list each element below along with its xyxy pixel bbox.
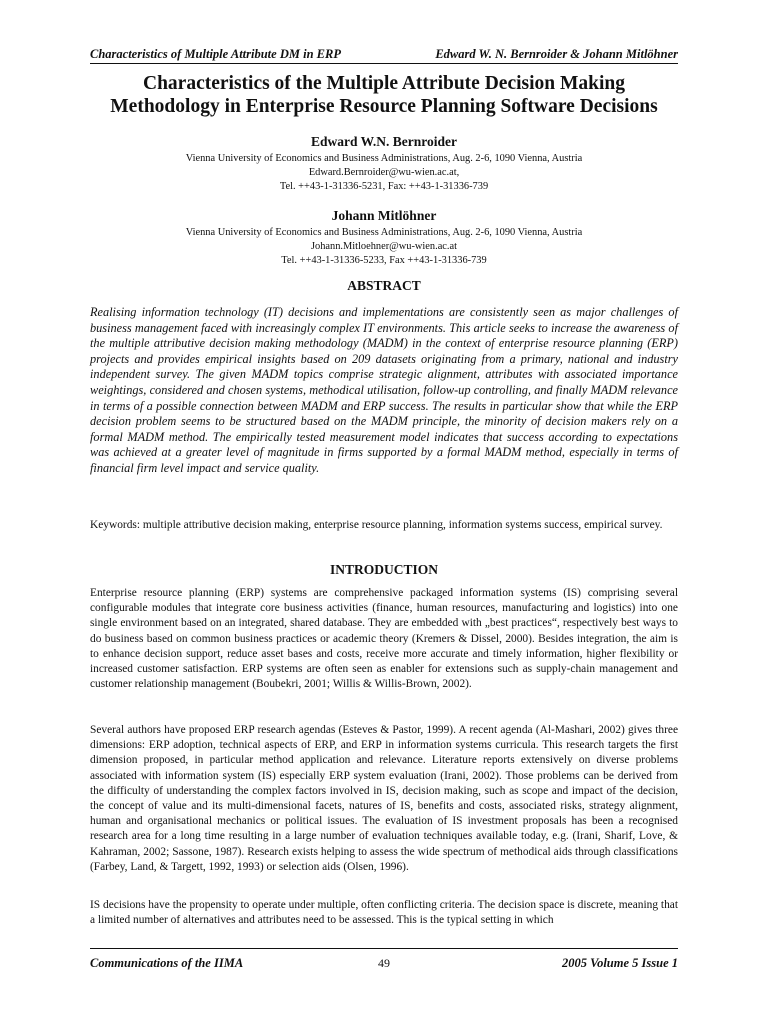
paper-title <box>90 72 678 118</box>
running-footer <box>90 956 678 974</box>
footer-journal: Communications of the IIMA <box>90 956 244 970</box>
author-email: Johann.Mitloehner@wu-wien.ac.at <box>310 241 458 252</box>
author-email: Edward.Bernroider@wu-wien.ac.at, <box>308 167 460 178</box>
header-authors: Edward W. N. Bernroider & Johann Mitlöhner <box>435 47 678 61</box>
abstract-heading: ABSTRACT <box>347 278 421 293</box>
footer-rule <box>90 948 678 949</box>
abstract-text: Realising information technology (IT) decisions and implementations are consistently seen as major challenges of business management faced with increasingly complex IT environments. This article seeks to increase the awareness of the multiple attributive decision making methodology (MADM) in the context of enterprise resource planning (ERP) projects and provides empirical insights based on 209 datasets originating from a primary, national and industry independent survey. The given MADM topics comprise strategic alignment, attributes with associated importance weightings, considered and chosen systems, methodical utilisation, follow-up controlling, and finally MADM relevance in terms of a possible connection between MADM and ERP success. The results in particular show that while the ERP decision problem seems to be structured based on the MADM principle, the minority of decision makers rely on a formal MADM method. The empirically tested measurement model indicates that success according to expectations was achieved at a greater level of magnitude in firms supported by a formal MADM method, especially in terms of financial firm level impact and service quality. <box>90 305 678 475</box>
author-affiliation: Vienna University of Economics and Business Administrations, Aug. 2-6, 1090 Vienna, Austria <box>185 153 583 164</box>
running-header <box>90 44 678 62</box>
author-block-2 <box>90 207 678 268</box>
intro-paragraph-2: Several authors have proposed ERP research agendas (Esteves & Pastor, 1999). A recent agenda (Al-Mashari, 2002) gives three dimensions: ERP adoption, technical aspects of ERP, and ERP in information systems curricula. This research targets the first dimension proposed, in particular method application and relevance. Literature reports extensively on diverse problems associated with information system (IS) especially ERP system evaluation (Irani, 2002). Those problems can be derived from the difficulty of understanding the complex factors involved in IS, decision making, such as scope and impact of the decision, the concept of value and its multi-dimensional facets, natures of IS, benefits and costs, associated risks, strategy alignment, human and organisational mechanics or political issues. The evaluation of IS investment proposals has been a recognised research area for a long time resulting in a large number of evaluation techniques available today, e.g. (Irani, Sharif, Love, & Kahraman, 2002; Sassone, 1987). Research exists helping to assess the wide spectrum of methodical aids through classifications (Farbey, Land, & Targett, 1992, 1993) or selection aids (Olsen, 1996). <box>90 724 678 873</box>
page-number: 49 <box>378 956 390 970</box>
header-short-title: Characteristics of Multiple Attribute DM in ERP <box>90 47 341 61</box>
intro-paragraph-1: Enterprise resource planning (ERP) systems are comprehensive packaged information systems (IS) comprising several configurable modules that integrate core business activities (finance, human resources, manufacturing and logistics) into one single environment based on an integrated, shared database. They are embedded with „best practices“, respectively best ways to do business based on common business practices or academic theory (Kremers & Dissel, 2000). Besides integration, the aim is to enhance decision support, reduce asset bases and costs, receive more accurate and timely information, higher flexibility or increased customer satisfaction. ERP systems are often seen as enabler for extensions such as supply-chain management and customer relationship management (Boubekri, 2001; Willis & Willis-Brown, 2002). <box>90 587 678 691</box>
intro-paragraph-3: IS decisions have the propensity to operate under multiple, often conflicting criteria. The decision space is discrete, meaning that a limited number of alternatives and attributes need to be assessed. This is the typical setting in which <box>90 899 678 927</box>
author-block-1 <box>90 133 678 194</box>
introduction-heading: INTRODUCTION <box>329 562 438 577</box>
author-contact: Tel. ++43-1-31336-5231, Fax: ++43-1-31336-739 <box>279 181 489 192</box>
title-line-1: Characteristics of the Multiple Attribute Decision Making <box>142 73 625 94</box>
header-rule <box>90 63 678 64</box>
author-affiliation: Vienna University of Economics and Business Administrations, Aug. 2-6, 1090 Vienna, Austria <box>185 227 583 238</box>
keywords: Keywords: multiple attributive decision making, enterprise resource planning, information systems success, empirical survey. <box>90 519 663 531</box>
footer-issue: 2005 Volume 5 Issue 1 <box>562 956 678 970</box>
author-contact: Tel. ++43-1-31336-5233, Fax ++43-1-31336-739 <box>281 255 487 266</box>
author-name: Johann Mitlöhner <box>331 208 437 223</box>
title-line-2: Methodology in Enterprise Resource Planning Software Decisions <box>110 96 658 117</box>
author-name: Edward W.N. Bernroider <box>310 134 457 149</box>
